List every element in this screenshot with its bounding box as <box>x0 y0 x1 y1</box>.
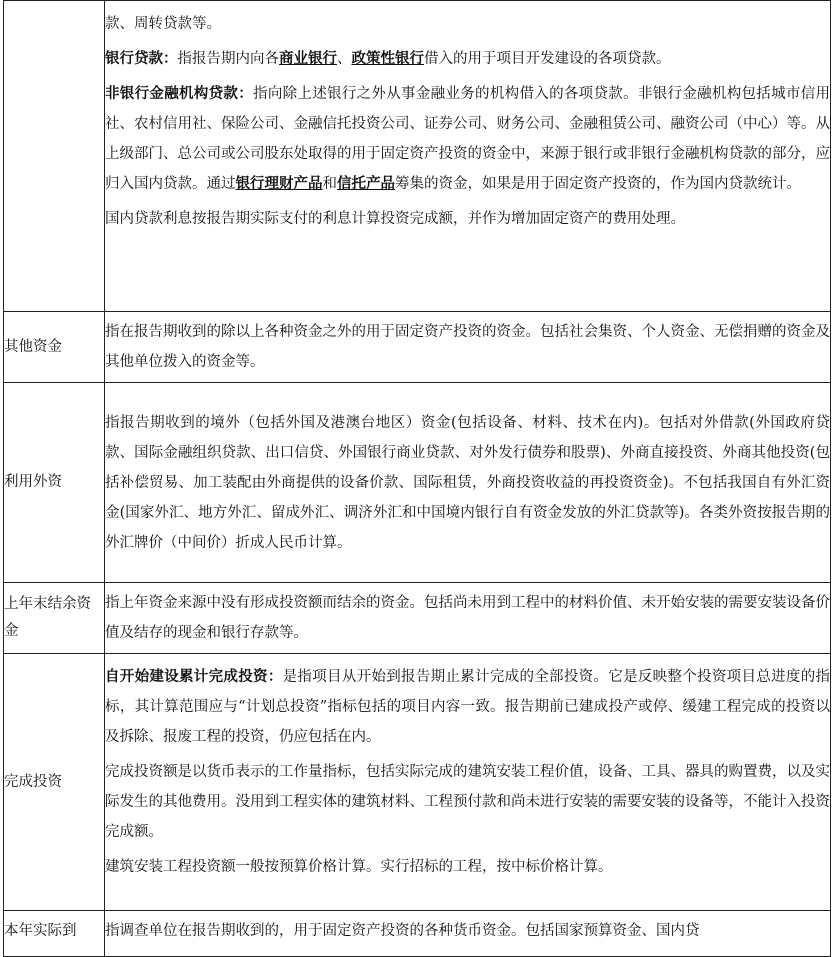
paragraph-investment-amount: 完成投资额是以货币表示的工作量指标，包括实际完成的建筑安装工程价值，设备、工具、器具的购置费，以及实际发生的其他费用。没用到工程实体的建筑材料、工程预付款和尚未进行安装的需要安装的设备等，不能计入投资完成额。 <box>105 764 830 840</box>
text-segment: 指报告期内向各 <box>177 51 279 67</box>
paragraph-loan-interest: 国内贷款利息按报告期实际支付的利息计算投资完成额，并作为增加固定资产的费用处理。 <box>105 211 685 227</box>
link-policy-banks[interactable]: 政策性银行 <box>351 50 424 67</box>
definition-cell <box>105 312 831 383</box>
text-segment: 借入的用于项目开发建设的各项贷款。 <box>424 51 671 67</box>
link-trust-products[interactable]: 信托产品 <box>337 175 395 192</box>
text-segment: 、 <box>337 51 352 67</box>
text-segment: 筹集的资金，如果是用于固定资产投资的，作为国内贷款统计。 <box>395 176 801 192</box>
paragraph-cumulative-investment <box>105 662 830 752</box>
bank-loans-label: 银行贷款： <box>105 50 178 67</box>
glossary-table <box>3 0 831 957</box>
term-cell <box>4 1 105 312</box>
link-commercial-banks[interactable]: 商业银行 <box>279 50 337 67</box>
definition-cell <box>105 383 831 583</box>
paragraph-prior-year-balance: 指上年资金来源中没有形成投资额而结余的资金。包括尚未用到工程中的材料价值、未开始安装的需要安装设备价值及结存的现金和银行存款等。 <box>105 595 830 641</box>
nonbank-loans-label: 非银行金融机构贷款： <box>105 85 254 102</box>
cumulative-investment-label: 自开始建设累计完成投资： <box>105 668 283 685</box>
paragraph-bank-loans <box>105 44 830 74</box>
table-row-completed-investment <box>4 654 831 911</box>
term-cell: 本年实际到 <box>4 911 105 957</box>
table-row-domestic-loans <box>4 1 831 312</box>
paragraph-nonbank-loans <box>105 79 830 199</box>
table-row-actual-funds <box>4 911 831 957</box>
term-cell: 完成投资 <box>4 654 105 911</box>
table-row-prior-year-balance <box>4 583 831 654</box>
paragraph-actual-funds: 指调查单位在报告期收到的，用于固定资产投资的各种货币资金。包括国家预算资金、国内贷 <box>105 923 700 939</box>
text-segment: 指向除上述银行之外从事金融业务的机构借入的各项贷款。非银行金融机构包括城市信用社、农村信用社、保险公司、金融信托投资公司、证券公司、财务公司、金融租赁公司、融资公司（中心）等。从上级部门、总公司或公司股东处取得的用于固定资产投资的资金中，来源于银行或非银行金融机构贷款的部分，应归入国内贷款。通过 <box>105 86 831 192</box>
term-cell: 上年末结余资金 <box>4 583 105 654</box>
table-row-other-funds <box>4 312 831 383</box>
link-bank-wealth-products[interactable]: 银行理财产品 <box>235 175 323 192</box>
paragraph-construction-pricing: 建筑安装工程投资额一般按预算价格计算。实行招标的工程，按中标价格计算。 <box>105 859 613 875</box>
definition-cell <box>105 654 831 911</box>
definition-cell <box>105 1 831 312</box>
definition-cell <box>105 583 831 654</box>
term-cell: 其他资金 <box>4 312 105 383</box>
text-segment: 是指项目从开始到报告期止累计完成的全部投资。它是反映整个投资项目总进度的指标，其计算范围应与“计划总投资”指标包括的项目内容一致。报告期前已建成投产或停、缓建工程完成的投资以及拆除、报废工程的投资，仍应包括在内。 <box>105 669 830 745</box>
paragraph-other-funds: 指在报告期收到的除以上各种资金之外的用于固定资产投资的资金。包括社会集资、个人资金、无偿捐赠的资金及其他单位拨入的资金等。 <box>105 324 830 370</box>
paragraph-continuation: 款、周转贷款等。 <box>105 16 221 32</box>
paragraph-foreign-investment: 指报告期收到的境外（包括外国及港澳台地区）资金(包括设备、材料、技术在内)。包括对外借款(外国政府贷款、国际金融组织贷款、出口信贷、外国银行商业贷款、对外发行债券和股票)、外商直接投资、外商其他投资(包括补偿贸易、加工装配由外商提供的设备价款、国际租赁，外商投资收益的再投资资金)。不包括我国自有外汇资金(国家外汇、地方外汇、留成外汇、调济外汇和中国境内银行自有资金发放的外汇贷款等)。各类外资按报告期的外汇牌价（中间价）折成人民币计算。 <box>105 414 830 551</box>
definition-cell <box>105 911 831 957</box>
text-segment: 和 <box>322 176 337 192</box>
term-cell: 利用外资 <box>4 383 105 583</box>
table-row-foreign-investment <box>4 383 831 583</box>
